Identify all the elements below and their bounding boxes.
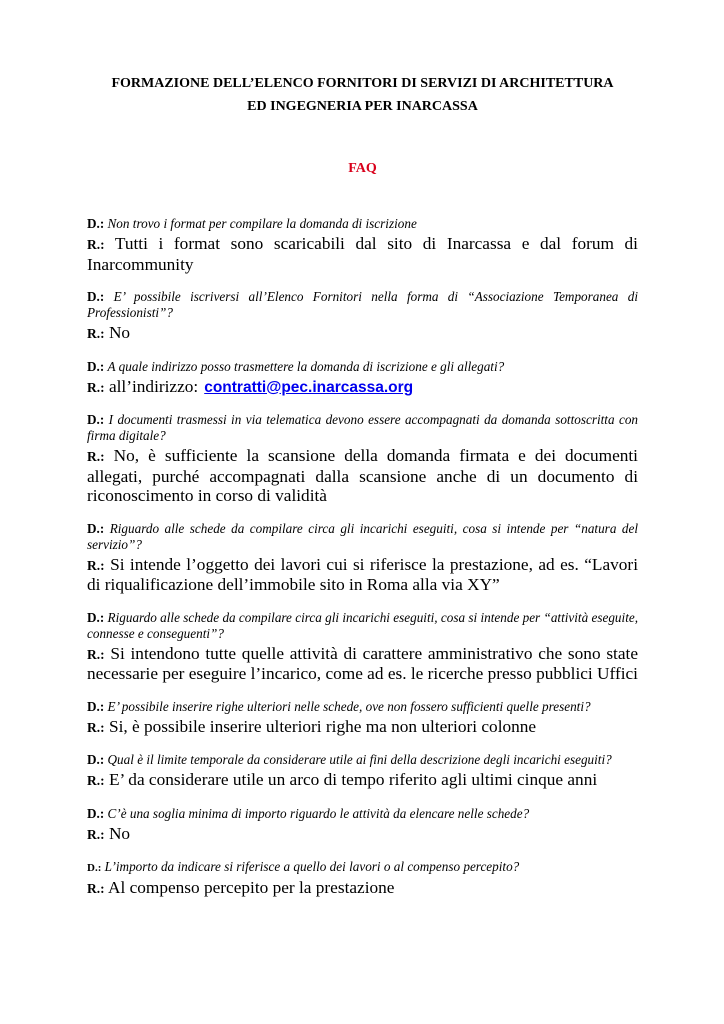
question-text: E’ possibile inserire righe ulteriori nelle schede, ove non fossero sufficienti quelle presenti?	[107, 698, 591, 714]
answer-text: No	[108, 823, 131, 843]
question	[87, 521, 638, 553]
question-prefix: D.:	[87, 358, 105, 374]
question-prefix: D.:	[87, 609, 105, 625]
faq-item	[87, 359, 638, 398]
answer	[87, 377, 638, 398]
faq-item	[87, 412, 638, 506]
answer	[87, 717, 638, 738]
title-line-1: FORMAZIONE DELL’ELENCO FORNITORI DI SERVIZI DI ARCHITETTURA	[111, 76, 614, 91]
question-text: E’ possibile iscriversi all’Elenco Fornitori nella forma di “Associazione Temporanea di Professionisti”?	[87, 289, 638, 320]
answer-prefix: R.:	[87, 881, 105, 896]
title-line-2: ED INGEGNERIA PER INARCASSA	[247, 99, 478, 114]
answer-prefix: R.:	[87, 773, 105, 788]
question	[87, 752, 638, 768]
faq-item	[87, 521, 638, 595]
answer-prefix: R.:	[87, 237, 105, 252]
answer-text: Si intende l’oggetto dei lavori cui si riferisce la prestazione, ad es. “Lavori di riqualificazione dell’immobile sito in Roma alla via XY”	[87, 554, 638, 594]
question-text: A quale indirizzo posso trasmettere la domanda di iscrizione e gli allegati?	[107, 358, 505, 374]
question	[87, 610, 638, 642]
faq-item	[87, 289, 638, 344]
question-text: I documenti trasmessi in via telematica devono essere accompagnati da domanda sottoscritta con firma digitale?	[87, 412, 639, 443]
answer-prefix: R.:	[87, 326, 105, 341]
answer-prefix: R.:	[87, 449, 105, 464]
faq-item	[87, 806, 638, 845]
question-prefix: D.:	[87, 412, 105, 427]
answer-prefix: R.:	[87, 646, 105, 662]
question	[87, 699, 638, 715]
answer-text: No	[108, 323, 131, 342]
answer	[87, 644, 638, 684]
answer-text: Si intendono tutte quelle attività di carattere amministrativo che sono state necessarie per eseguire l’incarico, come ad es. le ricerche presso pubblici Uffici	[87, 643, 638, 683]
question-prefix: D.:	[87, 752, 105, 767]
answer-text: Tutti i format sono scaricabili dal sito di Inarcassa e dal forum di Inarcommunity	[87, 234, 638, 274]
answer	[87, 770, 638, 791]
faq-item	[87, 216, 638, 274]
answer	[87, 446, 638, 506]
faq-item	[87, 699, 638, 738]
question-text: Riguardo alle schede da compilare circa gli incarichi eseguiti, cosa si intende per “attività eseguite, connesse e conseguenti”?	[87, 609, 639, 641]
question	[87, 412, 638, 444]
answer-text: Al compenso percepito per la prestazione	[108, 878, 395, 897]
question	[87, 216, 638, 232]
question	[87, 859, 638, 876]
question-text: Non trovo i format per compilare la domanda di iscrizione	[107, 216, 417, 231]
question-text: C’è una soglia minima di importo riguardo le attività da elencare nelle schede?	[107, 805, 530, 821]
answer-prefix: R.:	[87, 379, 105, 395]
answer-text: Si, è possibile inserire ulteriori righe ma non ulteriori colonne	[108, 716, 537, 736]
answer-text: E’ da considerare utile un arco di tempo riferito agli ultimi cinque anni	[108, 770, 598, 789]
question-text: Qual è il limite temporale da considerare utile ai fini della descrizione degli incarichi eseguiti?	[107, 752, 612, 767]
answer-prefix: R.:	[87, 719, 105, 735]
faq-item	[87, 752, 638, 791]
answer-text: all’indirizzo:	[108, 376, 199, 396]
email-link[interactable]: contratti@pec.inarcassa.org	[204, 378, 414, 396]
answer	[87, 824, 638, 845]
question	[87, 289, 638, 321]
question-text: Riguardo alle schede da compilare circa gli incarichi eseguiti, cosa si intende per “natura del servizio”?	[87, 520, 638, 552]
question-prefix: D.:	[87, 862, 102, 874]
question-prefix: D.:	[87, 520, 105, 536]
answer	[87, 234, 638, 274]
answer	[87, 878, 638, 899]
answer	[87, 323, 638, 344]
question-prefix: D.:	[87, 805, 105, 821]
answer-prefix: R.:	[87, 557, 105, 573]
faq-list	[87, 216, 638, 899]
answer	[87, 555, 638, 595]
question-prefix: D.:	[87, 216, 105, 231]
question	[87, 806, 638, 822]
answer-prefix: R.:	[87, 826, 105, 842]
document-title	[87, 72, 638, 118]
faq-heading: FAQ	[348, 161, 377, 176]
faq-item	[87, 859, 638, 899]
question-prefix: D.:	[87, 698, 105, 714]
question-prefix: D.:	[87, 289, 105, 304]
question-text: L’importo da indicare si riferisce a quello dei lavori o al compenso percepito?	[104, 859, 520, 874]
answer-text: No, è sufficiente la scansione della domanda firmata e dei documenti allegati, purché accompagnati dalla scansione anche di un documento di riconoscimento in corso di validità	[87, 446, 638, 505]
question	[87, 359, 638, 375]
faq-item	[87, 610, 638, 684]
